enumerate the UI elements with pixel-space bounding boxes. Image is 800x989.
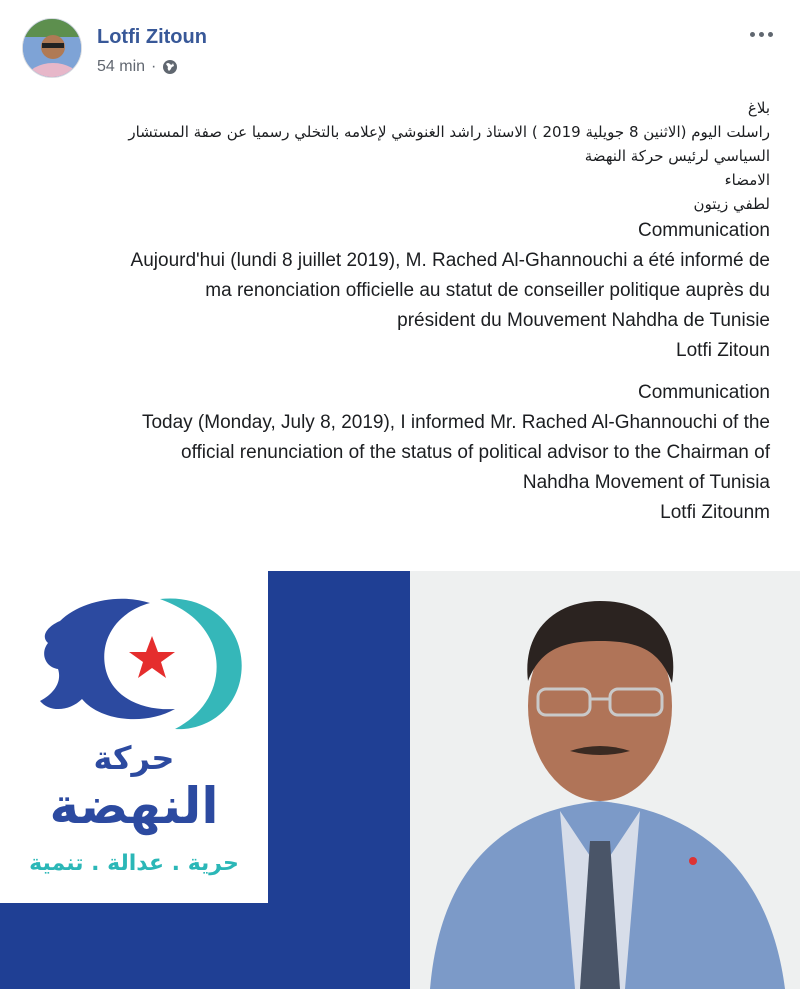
post-image[interactable] [0,571,800,989]
logo-text-big: النهضة [49,777,219,835]
french-title: Communication [638,220,770,241]
globe-icon[interactable] [162,59,178,75]
arabic-signature: لطفي زيتون [693,195,770,213]
party-logo-section [0,571,410,989]
logo-slogan: حرية . عدالة . تنمية [29,851,239,876]
post-meta [97,58,178,76]
logo-text-small: حركة [93,739,175,777]
french-signature: Lotfi Zitoun [676,340,770,361]
post-time[interactable]: 54 min [97,58,146,75]
arabic-line-1: راسلت اليوم (الاثنين 8 جويلية 2019 ) الاستاذ راشد الغنوشي لإعلامه بالتخلي رسميا عن صفة المستشار [128,123,770,141]
french-line-2: ma renonciation officielle au statut de conseiller politique auprès du [205,280,770,301]
post-text [0,96,800,528]
logo-panel [0,571,268,903]
english-line-3: Nahdha Movement of Tunisia [522,472,770,493]
arabic-signoff: الامضاء [724,171,770,189]
portrait-photo [410,571,800,989]
paragraph-gap [0,366,800,378]
english-line-2: official renunciation of the status of political advisor to the Chairman of [181,442,770,463]
ellipsis-icon[interactable] [744,22,778,46]
french-line-3: président du Mouvement Nahdha de Tunisie [397,310,770,331]
author-name[interactable]: Lotfi Zitoun [97,26,207,48]
author-avatar[interactable] [22,18,82,78]
english-signature: Lotfi Zitounm [660,502,770,523]
dove-logo-icon [0,581,268,741]
english-line-1: Today (Monday, July 8, 2019), I informed Mr. Rached Al-Ghannouchi of the [141,412,770,433]
french-line-1: Aujourd'hui (lundi 8 juillet 2019), M. Rached Al-Ghannouchi a été informé de [130,250,770,271]
arabic-line-2: السياسي لرئيس حركة النهضة [584,147,770,165]
meta-separator: · [151,58,157,75]
arabic-heading: بلاغ [747,99,770,117]
post-header [0,0,800,95]
english-title: Communication [638,382,770,403]
